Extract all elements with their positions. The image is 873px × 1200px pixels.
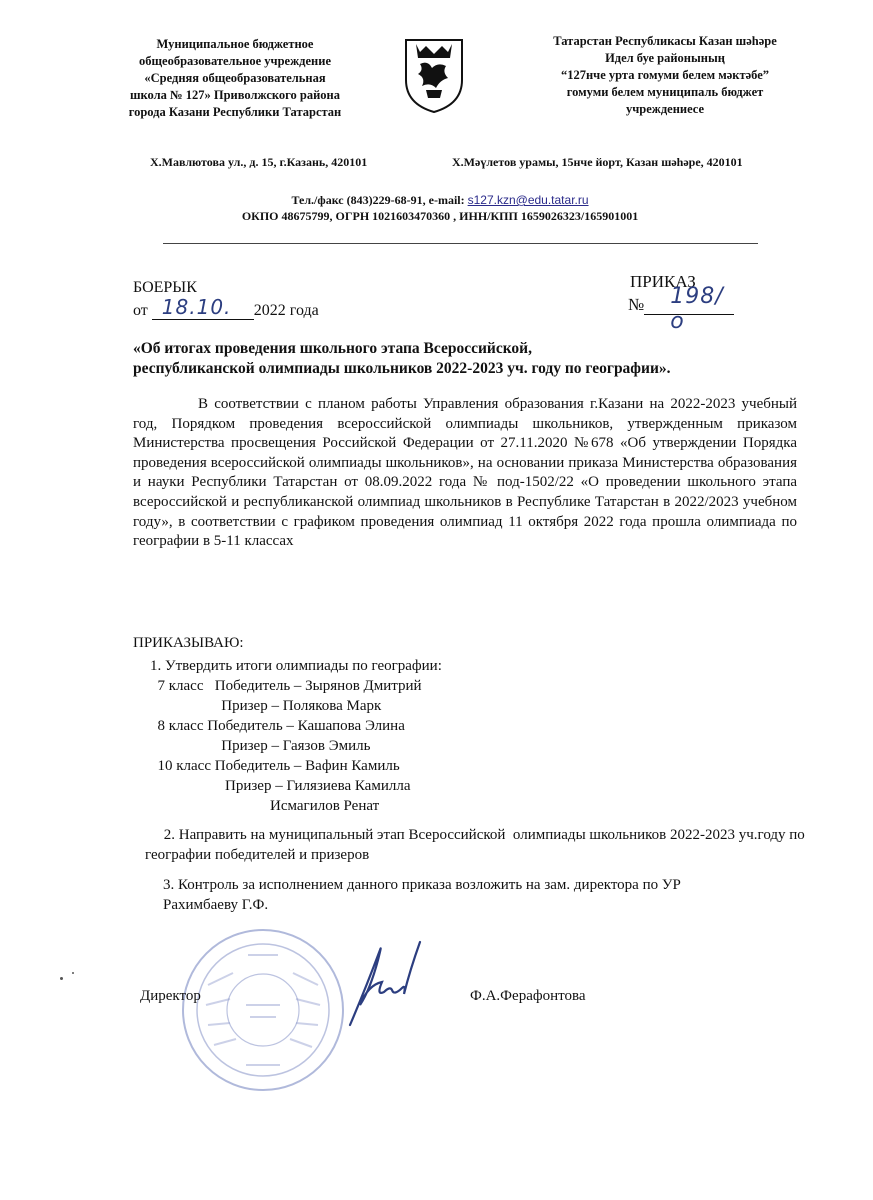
contacts-prefix: Тел./факс (843)229-68-91, e-mail: — [291, 193, 468, 207]
handwritten-number: 198/о — [670, 284, 724, 334]
header-left-line: города Казани Республики Татарстан — [128, 105, 342, 119]
director-label: Директор — [140, 988, 201, 1004]
item-3 — [163, 876, 823, 915]
item-3-line: Рахимбаеву Г.Ф. — [163, 896, 269, 913]
boeryk-label: БОЕРЫК — [133, 279, 197, 296]
kazan-coat-of-arms-icon — [402, 34, 466, 114]
header-left-line: школа № 127» Приволжского района — [129, 88, 341, 102]
prikaz-label: ПРИКАЗ — [630, 272, 696, 291]
document-title — [133, 339, 773, 379]
result-row: 10 класс Победитель – Вафин Камиль — [150, 758, 400, 774]
year-suffix: 2022 года — [253, 302, 319, 319]
header-left-line: Муниципальное бюджетное — [156, 37, 314, 51]
title-line: «Об итогах проведения школьного этапа Всероссийской, — [133, 340, 532, 357]
order-date-line — [133, 295, 319, 320]
date-field — [152, 295, 254, 320]
contacts-line — [160, 193, 720, 208]
result-row: 8 класс Победитель – Кашапова Элина — [150, 718, 405, 734]
handwritten-signature-icon — [320, 930, 430, 1040]
prikazyvayu-heading: ПРИКАЗЫВАЮ: — [133, 635, 244, 651]
address-ru: Х.Мавлютова ул., д. 15, г.Казань, 420101 — [150, 155, 368, 169]
header-right-line: Татарстан Республикасы Казан шәһәре — [553, 34, 777, 48]
item-1-heading: 1. Утвердить итоги олимпиады по географии: — [150, 658, 442, 674]
result-row: Призер – Гилязиева Камилла — [150, 778, 411, 794]
result-row: Исмагилов Ренат — [150, 798, 380, 814]
item-1 — [150, 656, 442, 816]
number-sign: № — [628, 295, 645, 314]
result-row: Призер – Гаязов Эмиль — [150, 738, 371, 754]
order-number-line — [628, 284, 734, 334]
header-right-line: “127нче урта гомуми белем мәктәбе” — [560, 68, 770, 82]
header-right-line: Идел буе районының — [605, 51, 725, 65]
item-3-line: 3. Контроль за исполнением данного приказа возложить на зам. директора по УР — [163, 877, 681, 893]
main-paragraph: В соответствии с планом работы Управления образования г.Казани на 2022-2023 учебный год, Порядком проведения всероссийской олимпиады школьников, утвержденным приказом Министерства просвещения Российской Федерации от 27.11.2020 №678 «Об утверждении Порядка проведения всероссийской олимпиады школьников», на основании приказа Министерства образования и науки Республики Татарстан от 08.09.2022 года № под-1502/22 «О проведении школьного этапа всероссийской и республиканской олимпиад школьников в Республике Татарстан в 2022/2023 учебном году», в соответствии с графиком проведения олимпиад 11 октября 2022 года прошла олимпиада по географии в 5-11 классах — [133, 396, 797, 550]
item-2: 2. Направить на муниципальный этап Всероссийской олимпиады школьников 2022-2023 уч.году по географии победителей и призеров — [145, 827, 809, 863]
ot-label: от — [133, 302, 148, 319]
email-link[interactable]: s127.kzn@edu.tatar.ru — [467, 193, 589, 207]
header-left-line: «Средняя общеобразовательная — [144, 71, 326, 85]
scan-speck — [60, 977, 63, 980]
result-row: Призер – Полякова Марк — [150, 698, 382, 714]
header-right-line: учреждениесе — [625, 102, 705, 116]
result-row: 7 класс Победитель – Зырянов Дмитрий — [150, 678, 422, 694]
handwritten-date: 18.10. — [161, 295, 232, 319]
registry-line: ОКПО 48675799, ОГРН 1021603470360 , ИНН/КПП 1659026323/165901001 — [241, 209, 639, 223]
header-left-line: общеобразовательное учреждение — [139, 54, 331, 68]
address-tt: Х.Мәүлетов урамы, 15нче йорт, Казан шәһәре, 420101 — [452, 155, 743, 169]
header-divider — [163, 243, 758, 244]
header-right-line: гомуми белем муниципаль бюджет — [566, 85, 764, 99]
school-name-ru — [110, 36, 360, 121]
director-name: Ф.А.Ферафонтова — [470, 988, 586, 1004]
title-line: республиканской олимпиады школьников 2022-2023 уч. году по географии». — [133, 360, 671, 377]
school-name-tt — [500, 33, 830, 118]
scan-speck — [72, 972, 74, 974]
number-field — [644, 284, 734, 334]
